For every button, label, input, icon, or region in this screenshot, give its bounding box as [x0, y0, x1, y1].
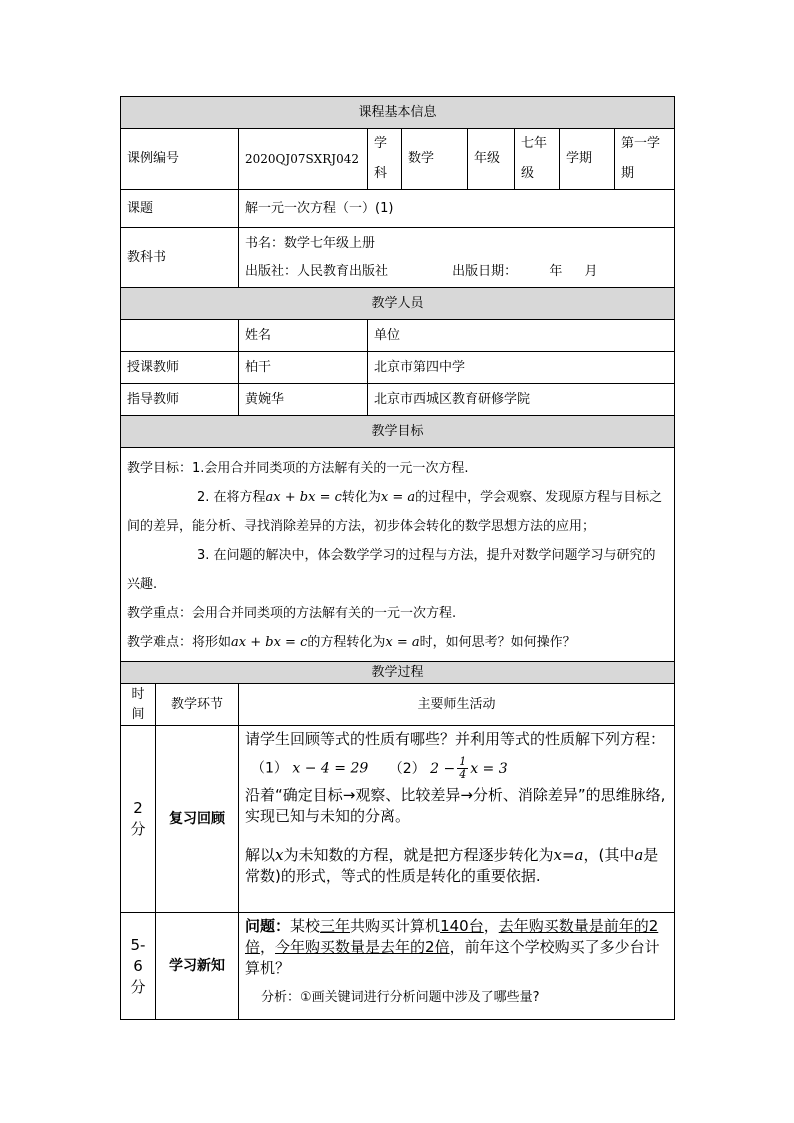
textbook-info: [239, 228, 675, 288]
review-method: 沿着“确定目标→观察、比较差异→分析、消除差异”的思维脉络,实现已知与未知的分离。: [245, 786, 666, 825]
book-name: 书名：数学七年级上册: [245, 235, 376, 251]
review-equations: （1） x − 4 = 29 （2） 2 − $\frac{1}{4}$ x = 3: [251, 755, 508, 781]
review-stage: 复习回顾: [156, 726, 239, 913]
term-value: 第一学期: [615, 129, 675, 190]
goal-1: 教学目标：1.会用合并同类项的方法解有关的一元一次方程.: [127, 461, 469, 476]
publisher: 出版社：人民教育出版社: [245, 263, 389, 279]
review-time: 2分: [121, 726, 156, 913]
goals-content: [121, 448, 675, 662]
course-id-value: 2020QJ07SXRJ042: [239, 129, 368, 190]
key-point: 教学重点：会用合并同类项的方法解有关的一元一次方程.: [127, 606, 457, 621]
topic-label: 课题: [121, 190, 239, 228]
staff-name: 黄婉华: [239, 384, 368, 416]
grade-label: 年级: [468, 129, 515, 190]
staff-role-header: [121, 320, 239, 352]
pub-month-unit: 月: [584, 263, 598, 279]
section-goals: 教学目标: [121, 416, 675, 448]
problem-text: 问题：某校三年共购买计算机140台，去年购买数量是前年的2倍，今年购买数量是去年的2倍，前年这个学校购买了多少台计算机？: [245, 917, 660, 977]
course-id-label: 课例编号: [121, 129, 239, 190]
review-conclusion: 解以x为未知数的方程，就是把方程逐步转化为x=a，(其中a是常数)的形式，等式的性质是转化的重要依据.: [245, 846, 659, 885]
activity-header: 主要师生活动: [239, 684, 675, 726]
staff-role: 指导教师: [121, 384, 239, 416]
difficult-point: 教学难点：将形如ax + bx = c的方程转化为x = a时，如何思考？如何操作？: [127, 635, 576, 650]
section-process: 教学过程: [121, 662, 675, 684]
equation-2: 2 − $\frac{1}{4}$ x = 3: [430, 755, 508, 781]
section-basic-info: 课程基本信息: [121, 97, 675, 129]
term-label: 学期: [560, 129, 615, 190]
textbook-label: 教科书: [121, 228, 239, 288]
new-activities: [239, 913, 675, 1020]
goal-3: 3. 在问题的解决中，体会数学学习的过程与方法，提升对数学问题学习与研究的兴趣.: [127, 548, 656, 592]
publisher-line: [245, 258, 668, 286]
equation-1: x − 4 = 29: [292, 760, 369, 777]
review-prompt: 请学生回顾等式的性质有哪些？并利用等式的性质解下列方程：: [245, 730, 666, 748]
grade-value: 七年级: [515, 129, 560, 190]
subject-value: 数学: [402, 129, 468, 190]
staff-role: 授课教师: [121, 352, 239, 384]
pub-date-label: 出版日期：: [452, 263, 518, 279]
time-header: 时间: [121, 684, 156, 726]
review-activities: [239, 726, 675, 913]
staff-name: 柏干: [239, 352, 368, 384]
staff-name-header: 姓名: [239, 320, 368, 352]
analysis-text: 分析：①画关键词进行分析问题中涉及了哪些量?: [261, 990, 540, 1005]
pub-year-unit: 年: [549, 263, 563, 279]
stage-header: 教学环节: [156, 684, 239, 726]
staff-unit: 北京市第四中学: [368, 352, 675, 384]
staff-unit: 北京市西城区教育研修学院: [368, 384, 675, 416]
goal-2: 2. 在将方程ax + bx = c转化为x = a的过程中，学会观察、发现原方程与目标之间的差异，能分析、寻找消除差异的方法，初步体会转化的数学思想方法的应用；: [127, 490, 663, 534]
section-staff: 教学人员: [121, 288, 675, 320]
lesson-plan-table: [120, 96, 675, 1020]
subject-label: 学科: [368, 129, 402, 190]
staff-unit-header: 单位: [368, 320, 675, 352]
new-time: 5-6分: [121, 913, 156, 1020]
topic-value: 解一元一次方程（一）(1): [239, 190, 675, 228]
new-stage: 学习新知: [156, 913, 239, 1020]
lesson-plan-document: [120, 96, 674, 1020]
